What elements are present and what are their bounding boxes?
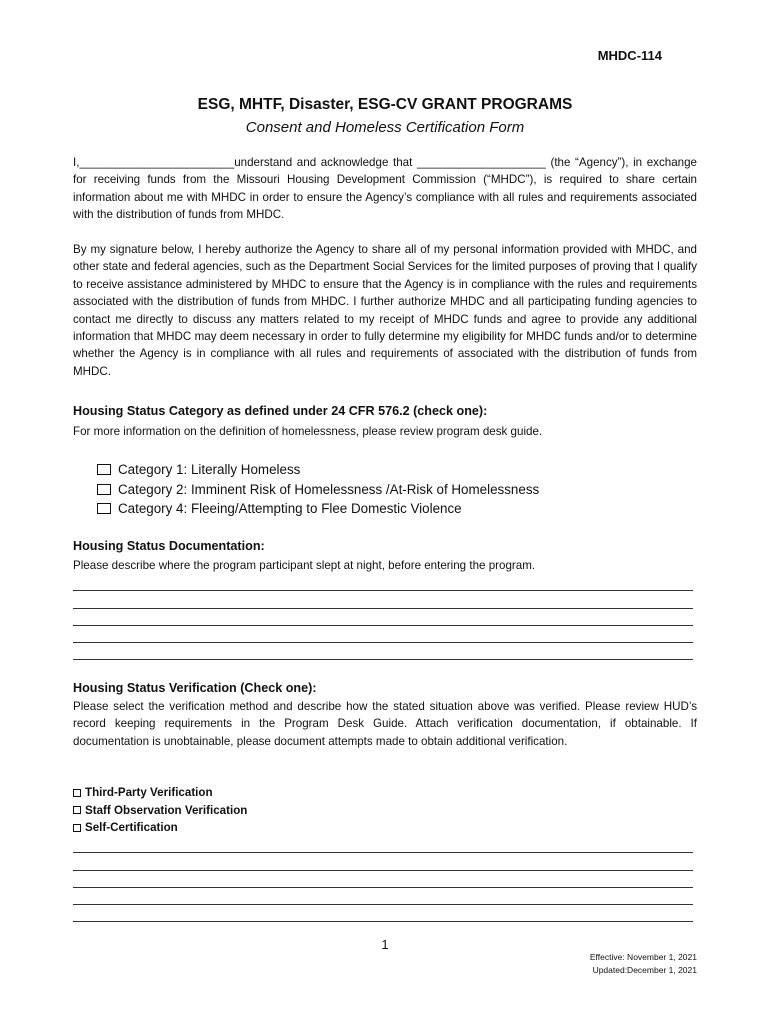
third-party-label: Third-Party Verification: [85, 786, 213, 799]
write-line[interactable]: [73, 888, 693, 905]
write-line[interactable]: [73, 905, 693, 922]
effective-date: Effective: November 1, 2021: [589, 952, 697, 962]
write-line[interactable]: [73, 626, 693, 643]
form-title: ESG, MHTF, Disaster, ESG-CV GRANT PROGRAMS: [197, 96, 573, 113]
updated-date: Updated:December 1, 2021: [592, 965, 697, 975]
self-certification-option[interactable]: [73, 819, 247, 837]
consent-paragraph: I,________________________understand and acknowledge that ____________________ (the “Agency”), in exchange for receiving funds from the Missouri Housing Development Commission (“MHDC”), is required to share certain information about me with MHDC in order to ensure the Agency’s compliance with all rules and requirements associated with the distribution of funds from MHDC.: [73, 156, 697, 222]
status-category-heading: Housing Status Category as defined under 24 CFR 576.2 (check one):: [73, 404, 488, 418]
page-number: 1: [381, 937, 389, 952]
documentation-lines[interactable]: [73, 574, 693, 660]
verification-lines[interactable]: [73, 836, 693, 922]
write-line[interactable]: [73, 609, 693, 626]
checkbox-icon[interactable]: [73, 806, 81, 814]
category-4-option[interactable]: [97, 499, 539, 519]
checkbox-icon[interactable]: [97, 503, 111, 514]
checkbox-icon[interactable]: [73, 789, 81, 797]
category-1-option[interactable]: [97, 460, 539, 480]
verification-heading: Housing Status Verification (Check one):: [73, 681, 317, 695]
documentation-heading: Housing Status Documentation:: [73, 539, 265, 553]
write-line[interactable]: [73, 591, 693, 608]
verification-options: [73, 784, 247, 837]
status-category-options: [97, 460, 539, 519]
authorization-paragraph: By my signature below, I hereby authorize the Agency to share all of my personal information provided with MHDC, and other state and federal agencies, such as the Department Social Services for the limited purposes of proving that I qualify to receive assistance administered by MHDC to ensure that the Agency is in compliance with the rules and requirements associated with the distribution of funds from MHDC. I further authorize MHDC and all participating funding agencies to contact me directly to discuss any matters related to my receipt of MHDC funds and agree to provide any additional information that MHDC may deem necessary in order to fully determine my eligibility for MHDC funds and/or to determine whether the Agency is in compliance with all rules and requirements of associated with the distribution of funds from MHDC.: [73, 243, 697, 378]
verification-instruction: Please select the verification method and describe how the stated situation above was verified. Please review HUD’s record keeping requirements in the Program Desk Guide. Attach verification documentation, if obtainable. If documentation is unobtainable, please document attempts made to obtain additional verification.: [73, 700, 697, 748]
staff-observation-label: Staff Observation Verification: [85, 803, 248, 817]
form-code: MHDC-114: [597, 48, 662, 63]
category-2-option[interactable]: [97, 480, 539, 500]
checkbox-icon[interactable]: [97, 484, 111, 495]
write-line[interactable]: [73, 574, 693, 591]
documentation-instruction: Please describe where the program participant slept at night, before entering the program.: [73, 559, 536, 572]
status-category-note: For more information on the definition of homelessness, please review program desk guide.: [73, 425, 543, 438]
staff-observation-option[interactable]: [73, 802, 247, 820]
write-line[interactable]: [73, 871, 693, 888]
category-4-label: Category 4: Fleeing/Attempting to Flee Domestic Violence: [118, 501, 462, 517]
write-line[interactable]: [73, 643, 693, 660]
checkbox-icon[interactable]: [97, 464, 111, 475]
checkbox-icon[interactable]: [73, 824, 81, 832]
write-line[interactable]: [73, 853, 693, 870]
write-line[interactable]: [73, 836, 693, 853]
third-party-option[interactable]: [73, 784, 247, 802]
category-2-label: Category 2: Imminent Risk of Homelessness /At-Risk of Homelessness: [118, 481, 540, 497]
footer-dates: [590, 951, 697, 977]
category-1-label: Category 1: Literally Homeless: [118, 462, 301, 477]
form-subtitle: Consent and Homeless Certification Form: [245, 119, 525, 136]
self-certification-label: Self-Certification: [85, 821, 178, 835]
